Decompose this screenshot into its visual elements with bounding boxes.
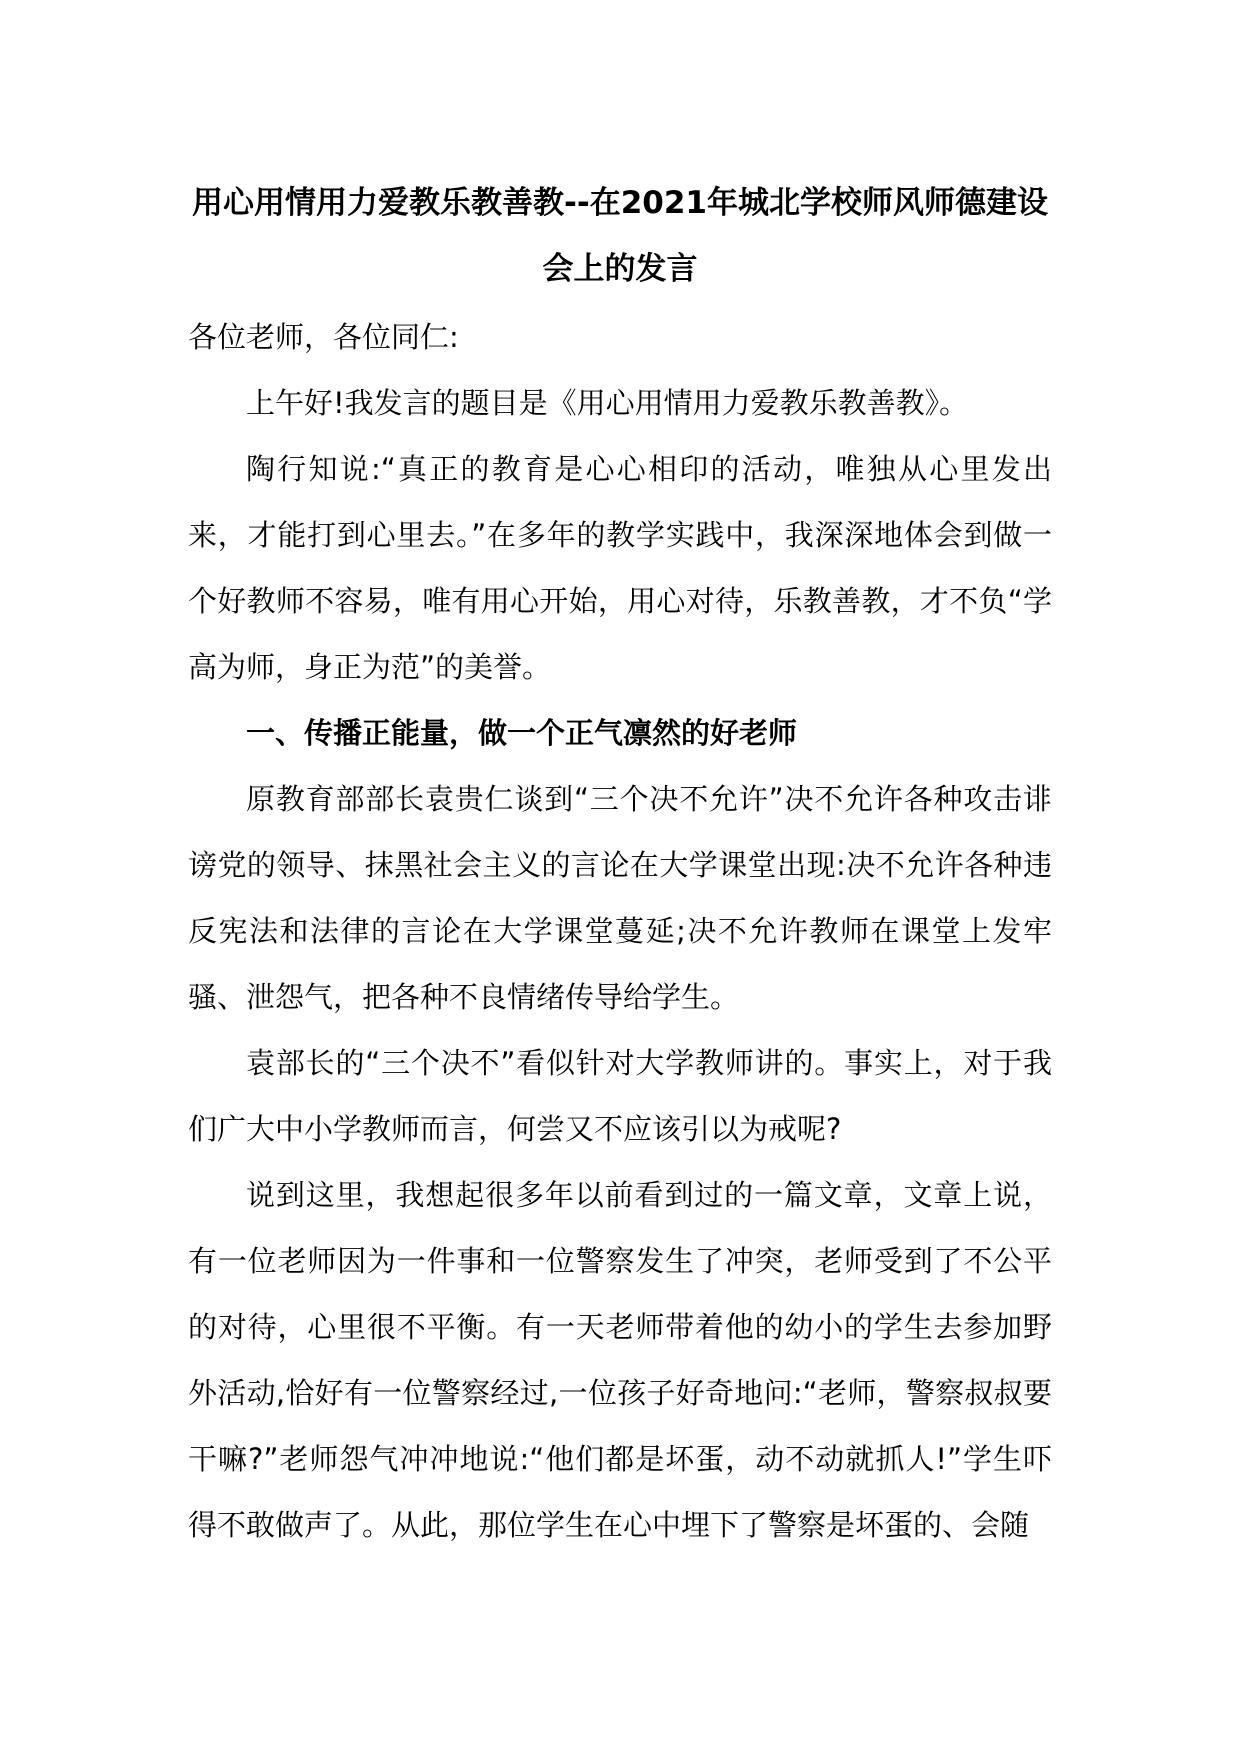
paragraph-greeting: 上午好!我发言的题目是《用心用情用力爱教乐教善教》。 (246, 386, 969, 420)
paragraph-three-nevers: 原教育部部长袁贵仁谈到“三个决不允许”决不允许各种攻击诽谤党的领导、抹黑社会主义的言论在大学课堂出现:决不允许各种违反宪法和法律的言论在大学课堂蔓延;决不允许教师在课堂上发牢骚、泄怨气，把各种不良情绪传导给学生。 (188, 782, 1052, 1014)
paragraph-story: 说到这里，我想起很多年以前看到过的一篇文章，文章上说，有一位老师因为一件事和一位警察发生了冲突，老师受到了不公平的对待，心里很不平衡。有一天老师带着他的幼小的学生去参加野外活动,恰好有一位警察经过,一位孩子好奇地问:“老师，警察叔叔要干嘛?”老师怨气冲冲地说:“他们都是坏蛋，动不动就抓人!”学生吓得不敢做声了。从此，那位学生在心中埋下了警察是坏蛋的、会随 (188, 1178, 1052, 1542)
salutation: 各位老师，各位同仁: (188, 320, 459, 354)
section-heading: 一、传播正能量，做一个正气凛然的好老师 (246, 716, 798, 750)
document-body (188, 304, 1052, 1558)
document-title: 用心用情用力爱教乐教善教--在2021年城北学校师风师德建设会上的发言 (191, 185, 1048, 287)
paragraph-quote: 陶行知说:“真正的教育是心心相印的活动，唯独从心里发出来，才能打到心里去。”在多年的教学实践中，我深深地体会到做一个好教师不容易，唯有用心开始，用心对待，乐教善教，才不负“学高为师，身正为范”的美誉。 (188, 452, 1052, 684)
paragraph-reflection: 袁部长的“三个决不”看似针对大学教师讲的。事实上，对于我们广大中小学教师而言，何尝又不应该引以为戒呢? (188, 1046, 1052, 1146)
